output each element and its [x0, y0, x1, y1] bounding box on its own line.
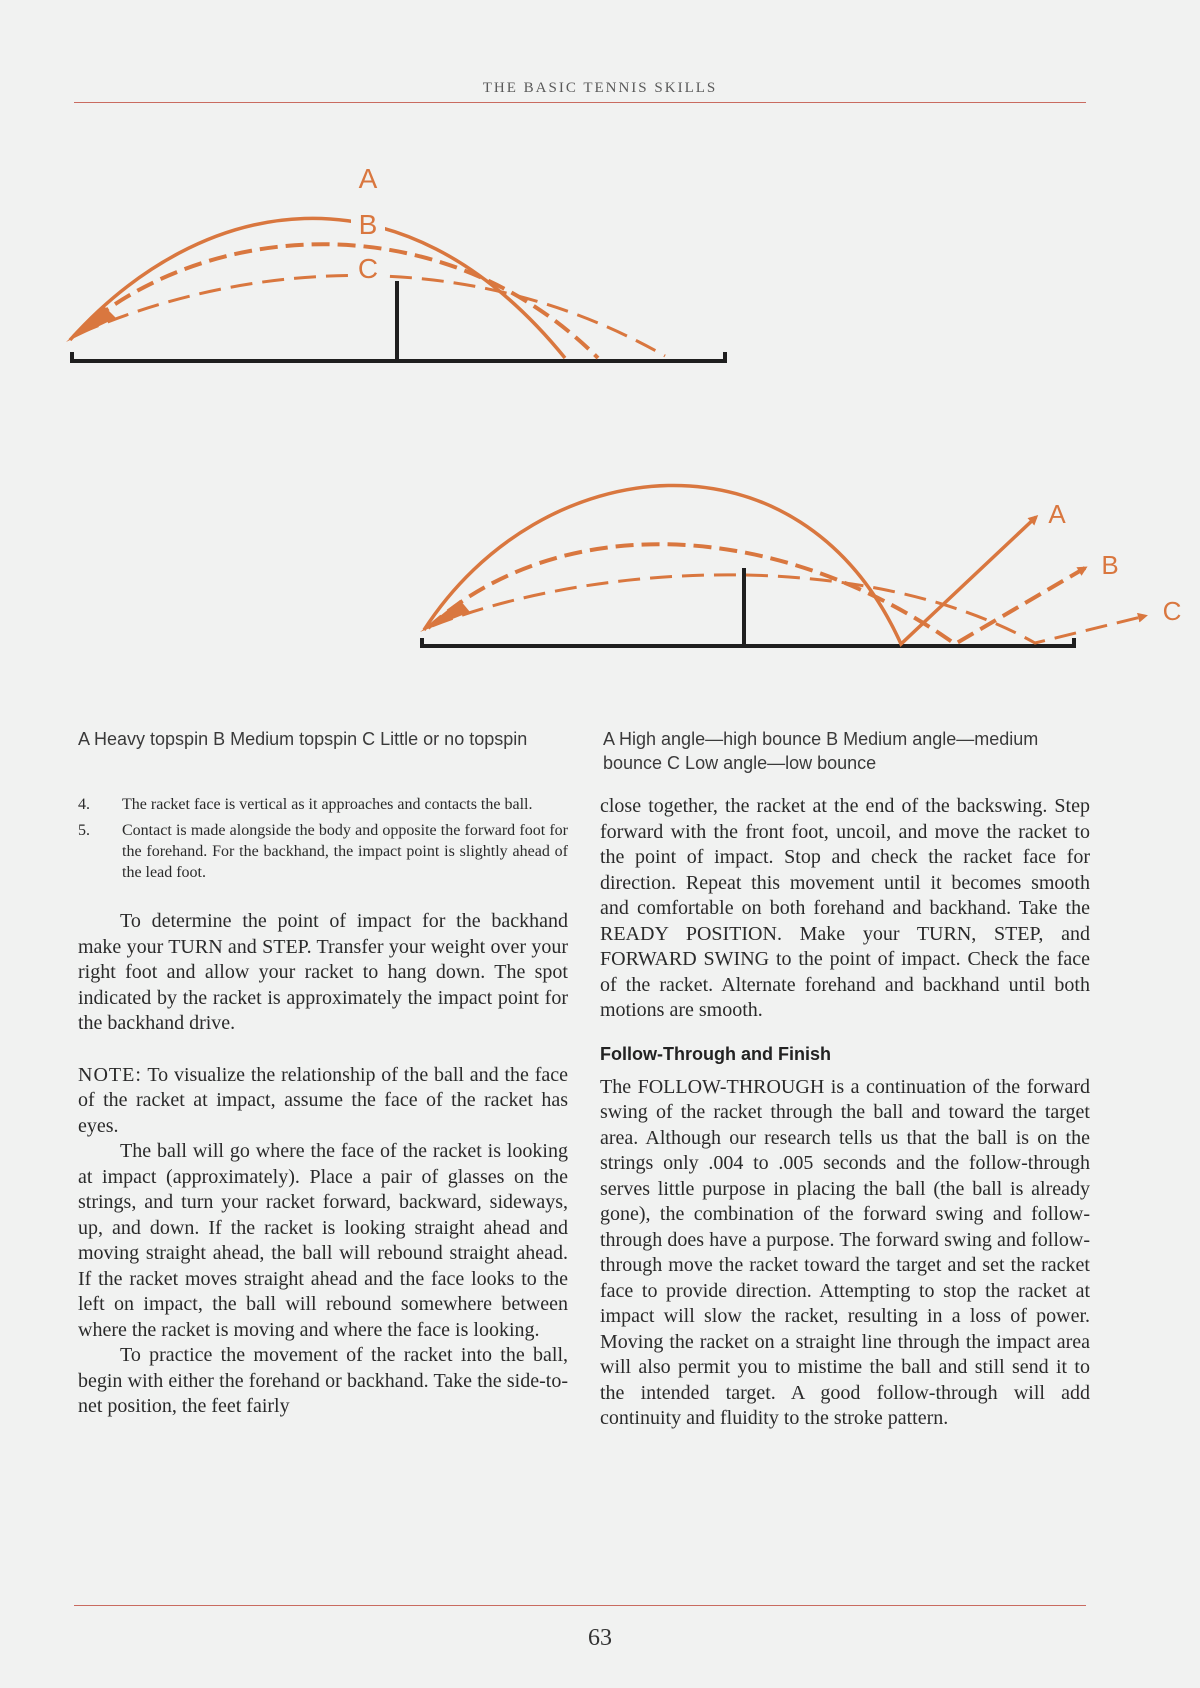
note-label: NOTE: [78, 1063, 142, 1086]
label-heavy-topspin: A [358, 163, 378, 194]
high-angle-trajectory [424, 485, 1036, 644]
label-medium-topspin: B [358, 209, 378, 240]
footer-rule [74, 1605, 1086, 1606]
step-text: The racket face is vertical as it approaches and contacts the ball. [122, 796, 533, 813]
label-medium-angle: B [1101, 550, 1119, 580]
trajectory-diagrams [0, 0, 1200, 700]
racket-face-paragraph: The ball will go where the face of the racket is looking at impact (approximately). Place a pair of glasses on the strings, and turn your racket forward, backward, sideways, up, and down. If the racket is looking straight ahead and moving straight ahead, the ball will rebound straight ahead. If the racket moves straight ahead and the face looks to the left on impact, the ball will rebound somewhere between where the racket is moving and where the face is looking. [78, 1140, 568, 1341]
section-heading: Follow-Through and Finish [600, 1043, 831, 1064]
list-item [78, 820, 568, 883]
running-head: THE BASIC TENNIS SKILLS [482, 80, 718, 96]
label-high-angle: A [1048, 499, 1066, 529]
practice-paragraph: To practice the movement of the racket into the ball, begin with either the forehand or backhand. Take the side-to-net position, the feet fairly [78, 1344, 568, 1417]
little-topspin-trajectory [78, 275, 665, 356]
step-list [78, 794, 568, 883]
page-number: 63 [588, 1625, 612, 1651]
right-column [600, 794, 1090, 1432]
left-column [78, 794, 568, 1420]
medium-topspin-trajectory [74, 244, 598, 358]
step-number: 5. [78, 822, 90, 839]
topspin-figure [66, 162, 725, 363]
step-number: 4. [78, 796, 90, 813]
impact-point-paragraph: To determine the point of impact for the backhand make your TURN and STEP. Transfer your weight over your right foot and allow your racket to hang down. The spot indicated by the racket is approximately the impact point for the backhand drive. [78, 910, 568, 1034]
label-little-topspin: C [357, 253, 379, 284]
note-text: To visualize the relationship of the ball and the face of the racket at impact, assume the face of the racket has eyes. [78, 1063, 568, 1137]
low-angle-trajectory [432, 575, 1145, 643]
label-low-angle: C [1162, 596, 1182, 626]
launch-wedge [66, 306, 116, 342]
bounce-caption: A High angle—high bounce B Medium angle—medium bounce C Low angle—low bounce [603, 729, 1039, 773]
step-text: Contact is made alongside the body and opposite the forward foot for the forehand. For the backhand, the impact point is slightly ahead of the lead foot. [122, 822, 568, 881]
follow-through-paragraph: The FOLLOW-THROUGH is a continuation of the forward swing of the racket through the ball and toward the target area. Although our research tells us that the ball is on the strings only .004 to .005 seconds and the follow-through serves little purpose in placing the ball (the ball is already gone), the combination of the forward swing and follow-through does have a purpose. The forward swing and follow-through move the racket toward the target and set the racket face to provide direction. Attempting to stop the racket at impact will slow the racket, resulting in a loss of power. Moving the racket on a straight line through the impact area will also permit you to mistime the ball and still send it to the intended target. A good follow-through will add continuity and fluidity to the stroke pattern. [600, 1075, 1090, 1429]
bounce-figure [420, 485, 1181, 648]
note-paragraph [78, 1063, 568, 1140]
practice-continued-paragraph: close together, the racket at the end of the backswing. Step forward with the front foot, uncoil, and move the racket to the point of impact. Stop and check the racket face for direction. Repeat this movement until it becomes smooth and comfortable on both forehand and backhand. Take the READY POSITION. Make your TURN, STEP, and FORWARD SWING to the point of impact. Check the face of the racket. Alternate forehand and backhand until both motions are smooth. [600, 795, 1090, 1021]
topspin-caption: A Heavy topspin B Medium topspin C Little or no topspin [78, 729, 528, 749]
medium-angle-trajectory [428, 544, 1085, 644]
list-item [78, 794, 568, 815]
